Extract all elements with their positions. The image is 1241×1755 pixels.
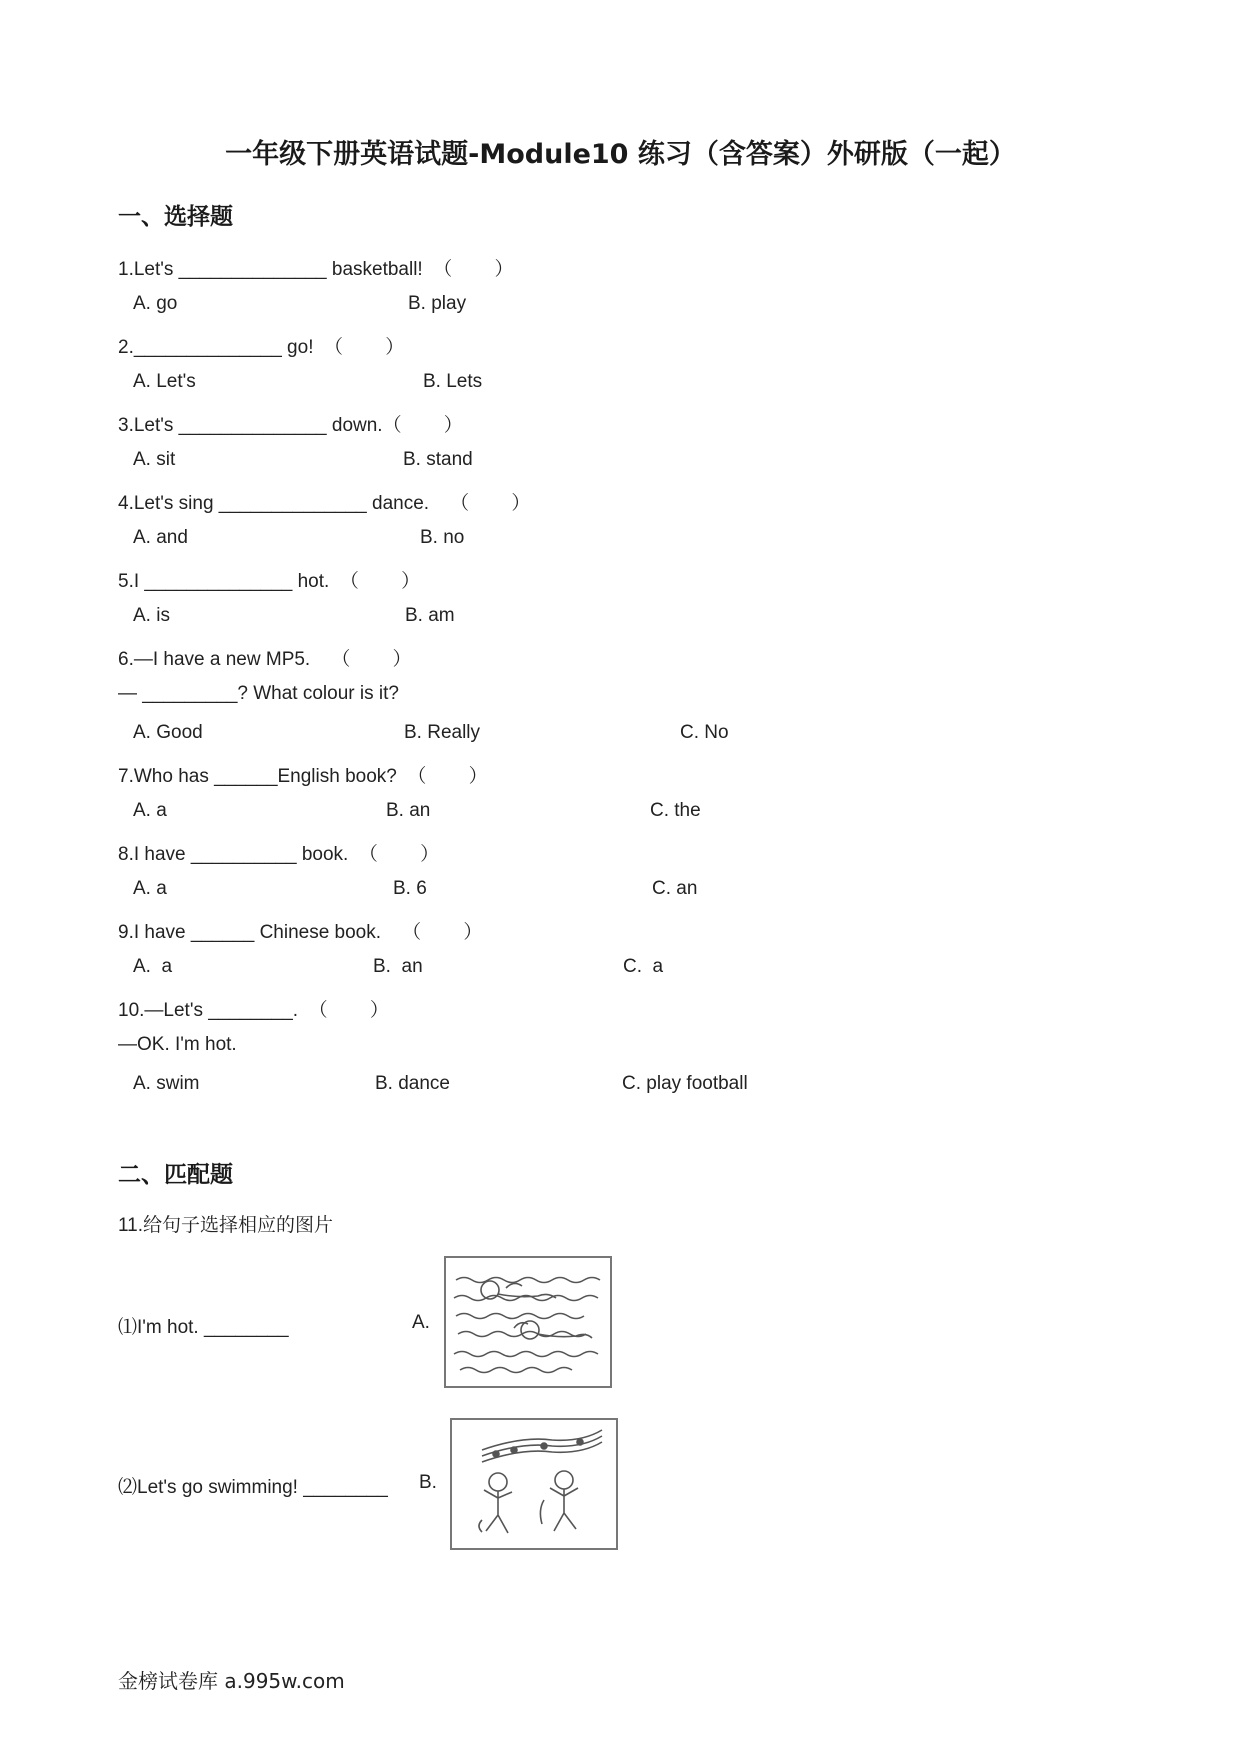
option-a: A. and (133, 527, 188, 548)
match-item-letter: B. (419, 1472, 437, 1493)
option-a: A. Good (133, 722, 203, 743)
section-heading-match: 二、匹配题 (118, 1162, 233, 1188)
option-b: B. 6 (393, 878, 427, 899)
match-prompt: 11.给句子选择相应的图片 (118, 1215, 334, 1236)
option-b: B. an (373, 956, 423, 977)
match-item-text: ⑴I'm hot. ________ (118, 1317, 289, 1338)
question-stem: 2.______________ go! （ ） (118, 337, 405, 358)
question-stem: 7.Who has ______English book? （ ） (118, 766, 488, 787)
option-a: A. a (133, 800, 167, 821)
option-a: A. sit (133, 449, 176, 470)
question-stem: 4.Let's sing ______________ dance. （ ） (118, 493, 531, 514)
option-a: A. a (133, 878, 167, 899)
option-a: A. is (133, 605, 170, 626)
option-b: B. Really (404, 722, 481, 743)
option-a: A. Let's (133, 371, 196, 392)
question-dialogue-line: —OK. I'm hot. (118, 1034, 237, 1055)
option-c: C. No (680, 722, 729, 743)
option-c: C. a (623, 956, 664, 977)
question-stem: 5.I ______________ hot. （ ） (118, 571, 421, 592)
dancing-picture (450, 1418, 618, 1550)
question-stem: 1.Let's ______________ basketball! （ ） (118, 259, 514, 280)
page-title: 一年级下册英语试题-Module10 练习（含答案）外研版（一起） (225, 139, 1016, 170)
option-b: B. stand (403, 449, 473, 470)
swimming-picture (444, 1256, 612, 1388)
option-a: A. a (133, 956, 173, 977)
option-b: B. dance (375, 1073, 450, 1094)
option-a: A. swim (133, 1073, 200, 1094)
match-item-text: ⑵Let's go swimming! ________ (118, 1477, 388, 1498)
option-c: C. an (652, 878, 698, 899)
question-stem: 6.—I have a new MP5. （ ） (118, 649, 412, 670)
match-item-letter: A. (412, 1312, 430, 1333)
option-c: C. play football (622, 1073, 748, 1094)
question-stem: 9.I have ______ Chinese book. （ ） (118, 922, 483, 943)
question-stem: 10.—Let's ________. （ ） (118, 1000, 389, 1021)
option-c: C. the (650, 800, 701, 821)
option-b: B. play (408, 293, 467, 314)
question-dialogue-line: — _________? What colour is it? (118, 683, 399, 704)
option-b: B. an (386, 800, 431, 821)
option-b: B. no (420, 527, 465, 548)
option-b: B. am (405, 605, 455, 626)
option-b: B. Lets (423, 371, 483, 392)
footer-source: 金榜试卷库 a.995w.com (118, 1669, 345, 1693)
question-stem: 3.Let's ______________ down.（ ） (118, 415, 463, 436)
option-a: A. go (133, 293, 178, 314)
section-heading-choice: 一、选择题 (118, 204, 233, 230)
question-stem: 8.I have __________ book. （ ） (118, 844, 440, 865)
